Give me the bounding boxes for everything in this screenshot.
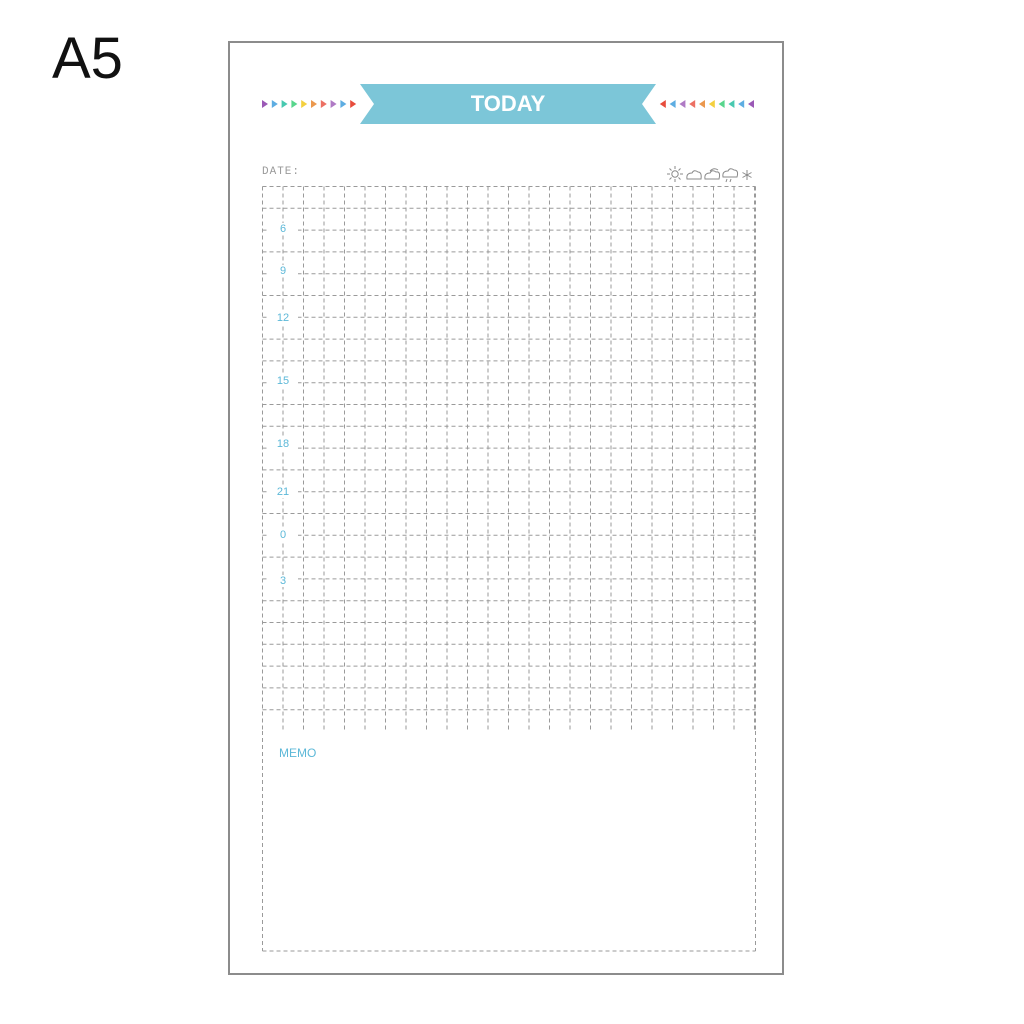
hour-label: 21: [268, 486, 298, 498]
planner-grid-area: [262, 186, 756, 952]
triangle-mark: [699, 100, 705, 108]
triangle-mark: [738, 100, 744, 108]
rain-cloud-icon: [723, 169, 738, 182]
paper-size-label: A5: [52, 26, 123, 91]
triangle-mark: [340, 100, 346, 108]
triangle-mark: [670, 100, 676, 108]
triangle-mark: [748, 100, 754, 108]
triangle-mark: [291, 100, 297, 108]
triangle-mark: [660, 100, 666, 108]
hour-label: 9: [268, 265, 298, 277]
banner-title: TODAY: [470, 91, 546, 116]
cloud-icon: [687, 171, 701, 179]
triangle-mark: [350, 100, 356, 108]
triangle-mark: [331, 100, 337, 108]
right-triangle-decoration: [656, 99, 754, 109]
triangle-mark: [679, 100, 685, 108]
triangle-mark: [321, 100, 327, 108]
triangle-mark: [709, 100, 715, 108]
left-triangle-decoration: [262, 99, 360, 109]
triangle-mark: [728, 100, 734, 108]
hour-label: 0: [268, 529, 298, 541]
memo-label: MEMO: [279, 746, 317, 760]
triangle-mark: [272, 100, 278, 108]
triangle-mark: [719, 100, 725, 108]
hour-label: 15: [268, 375, 298, 387]
today-banner: [360, 84, 656, 124]
triangle-mark: [689, 100, 695, 108]
hour-label: 6: [268, 223, 298, 235]
triangle-mark: [262, 100, 268, 108]
hour-label: 12: [268, 312, 298, 324]
date-label: DATE:: [262, 166, 301, 178]
snow-icon: [743, 170, 752, 180]
sun-icon: [667, 166, 683, 182]
dashed-grid: [262, 186, 756, 952]
weather-icons: [666, 165, 756, 183]
cloudy-icon: [705, 169, 720, 179]
triangle-mark: [301, 100, 307, 108]
triangle-mark: [311, 100, 317, 108]
hour-label: 3: [268, 575, 298, 587]
triangle-mark: [282, 100, 288, 108]
hour-label: 18: [268, 438, 298, 450]
